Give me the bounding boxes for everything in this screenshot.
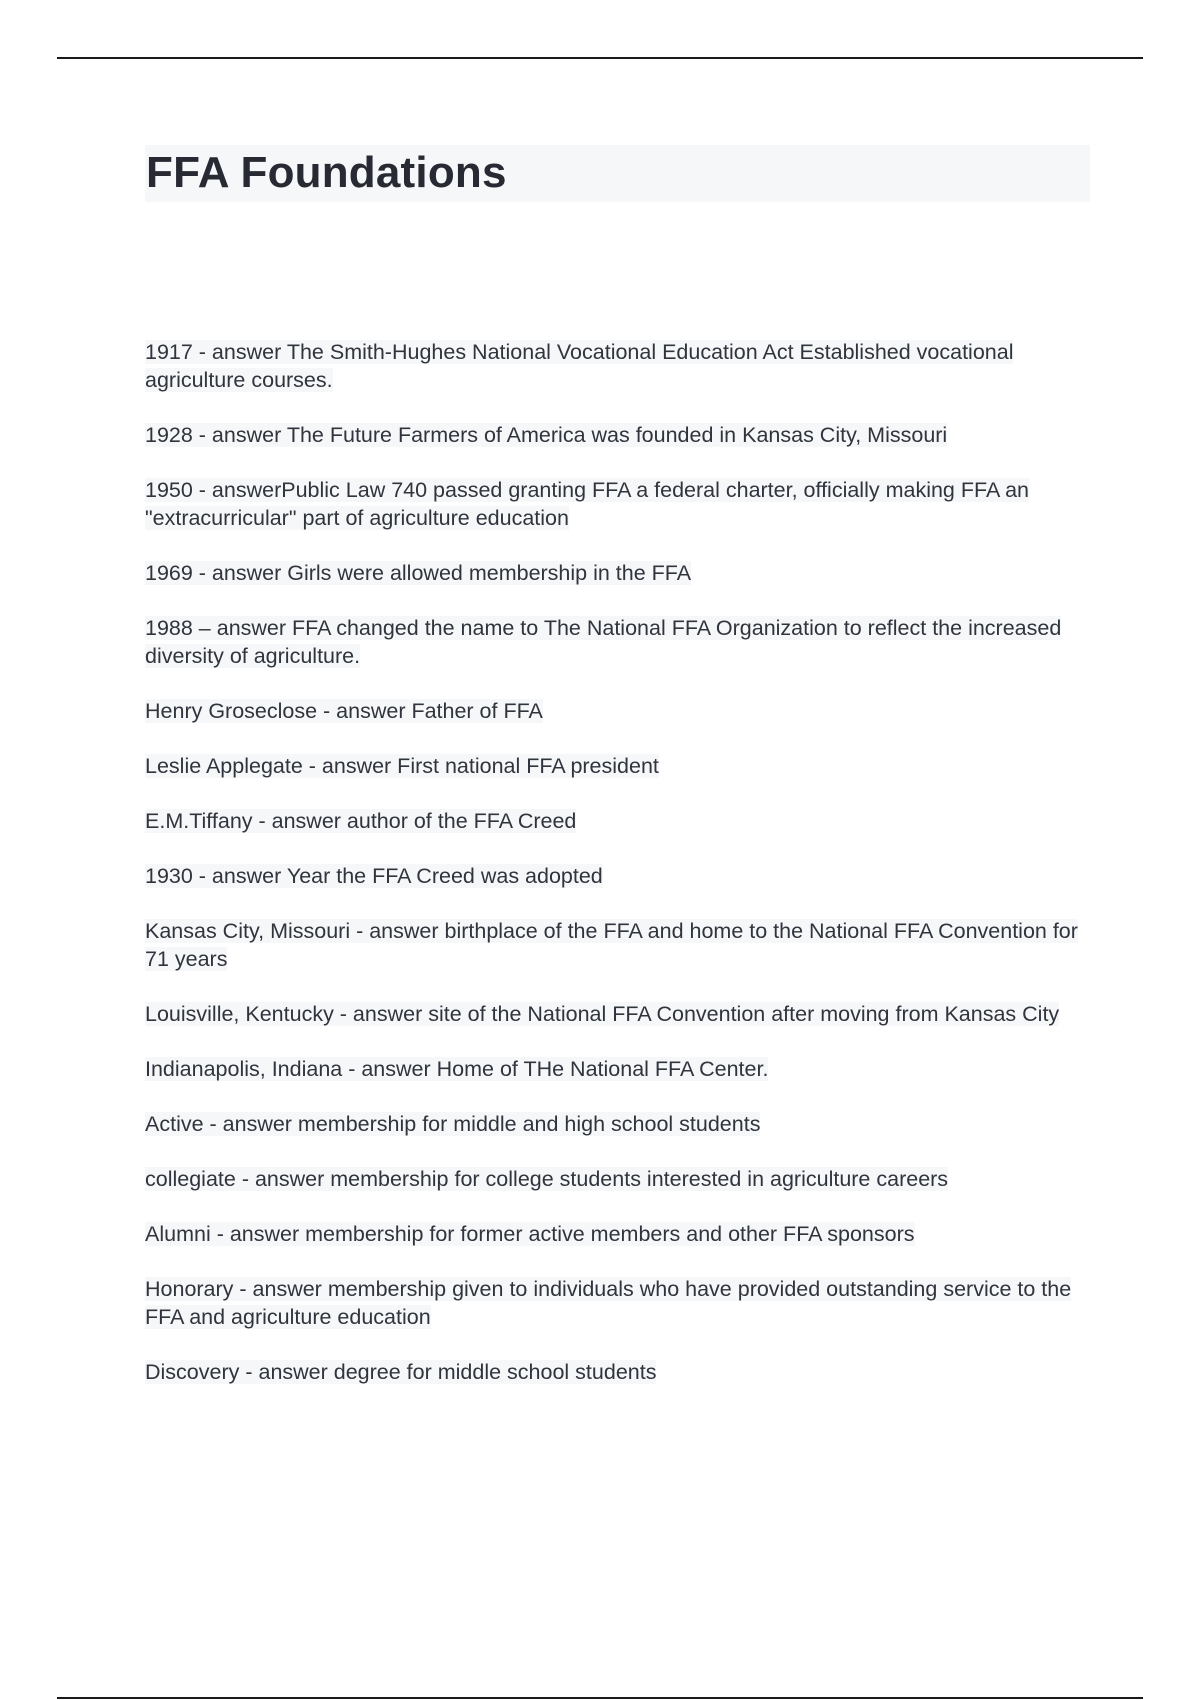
list-item-text: 1928 - answer The Future Farmers of America was founded in Kansas City, Missouri <box>145 423 948 447</box>
list-item <box>145 807 1090 835</box>
list-item-text: Honorary - answer membership given to individuals who have provided outstanding service to the FFA and agriculture education <box>145 1277 1072 1329</box>
list-item-text: 1950 - answerPublic Law 740 passed granting FFA a federal charter, officially making FFA an "extracurricular" part of agriculture education <box>145 478 1029 530</box>
list-item <box>145 1000 1090 1028</box>
page-title: FFA Foundations <box>146 148 507 197</box>
list-item-text: Indianapolis, Indiana - answer Home of THe National FFA Center. <box>145 1057 769 1081</box>
list-item-text: Kansas City, Missouri - answer birthplace of the FFA and home to the National FFA Convention for 71 years <box>145 919 1078 971</box>
list-item-text: Active - answer membership for middle and high school students <box>145 1112 761 1136</box>
list-item-text: Discovery - answer degree for middle school students <box>145 1360 657 1384</box>
list-item-text: Leslie Applegate - answer First national FFA president <box>145 754 659 778</box>
list-item <box>145 862 1090 890</box>
list-item-text: 1988 – answer FFA changed the name to The National FFA Organization to reflect the increased diversity of agriculture. <box>145 616 1062 668</box>
list-item-text: E.M.Tiffany - answer author of the FFA Creed <box>145 809 577 833</box>
list-item <box>145 1055 1090 1083</box>
list-item-text: 1930 - answer Year the FFA Creed was adopted <box>145 864 603 888</box>
list-item <box>145 338 1090 394</box>
bottom-divider <box>57 1697 1143 1699</box>
list-item <box>145 1220 1090 1248</box>
qa-list <box>145 338 1090 1413</box>
list-item-text: 1917 - answer The Smith-Hughes National Vocational Education Act Established vocational agriculture courses. <box>145 340 1014 392</box>
list-item <box>145 421 1090 449</box>
list-item <box>145 1165 1090 1193</box>
top-divider <box>57 57 1143 59</box>
list-item <box>145 559 1090 587</box>
list-item <box>145 476 1090 532</box>
list-item <box>145 1110 1090 1138</box>
list-item <box>145 917 1090 973</box>
list-item-text: Louisville, Kentucky - answer site of the National FFA Convention after moving from Kansas City <box>145 1002 1060 1026</box>
list-item <box>145 752 1090 780</box>
list-item-text: Henry Groseclose - answer Father of FFA <box>145 699 543 723</box>
list-item <box>145 697 1090 725</box>
list-item <box>145 1358 1090 1386</box>
list-item-text: collegiate - answer membership for college students interested in agriculture careers <box>145 1167 949 1191</box>
list-item <box>145 614 1090 670</box>
list-item <box>145 1275 1090 1331</box>
list-item-text: Alumni - answer membership for former active members and other FFA sponsors <box>145 1222 915 1246</box>
list-item-text: 1969 - answer Girls were allowed membership in the FFA <box>145 561 692 585</box>
